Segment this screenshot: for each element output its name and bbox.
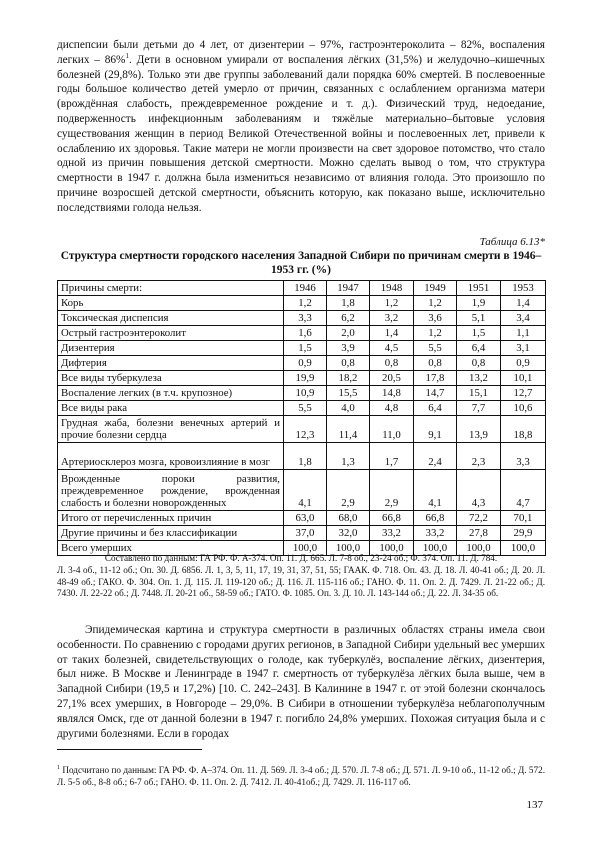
header-year: 1948 (370, 281, 414, 296)
value-cell: 0,9 (284, 356, 327, 371)
header-year: 1951 (457, 281, 501, 296)
value-cell: 63,0 (284, 511, 327, 526)
header-cause: Причины смерти: (58, 281, 284, 296)
value-cell: 29,9 (501, 526, 546, 541)
intro-text-part2: . Дети в основном умирали от воспаления лёгких (31,5%) и желудочно–кишечных болезней (29,8%). Только эти две группы заболеваний дали порядка 60% смертей. В послевоенные годы большое количество детей умерло от причин, связанных с ослаблением организма матери (врождённая слабость, преждевременное рождение и т. д.). Физический труд, недоедание, подверженность инфекционным заболеваниям и тяжёлые материально–бытовые условия существования женщин в период Великой Отечественной войны и послевоенных лет, привели к ослаблению их здоровья. Такие матери не могли произвести на свет здоровое потомство, что стало одной из причин повышения детской смертности. Можно сделать вывод о том, что структура смертности в 1947 г. должна была измениться независимо от влияния голода. Это произошло по причине возросшей детской смертности, объяснить которую, как показано выше, исключительно последствиями голода нельзя. (57, 53, 545, 214)
table-row (58, 470, 546, 511)
cause-cell: Дизентерия (58, 341, 284, 356)
value-cell: 3,9 (327, 341, 370, 356)
intro-paragraph (57, 38, 545, 216)
value-cell: 12,3 (284, 416, 327, 443)
footnote-number: 1 (57, 764, 60, 771)
value-cell: 4,8 (370, 401, 414, 416)
page-number: 137 (526, 799, 543, 811)
cause-cell: Острый гастроэнтероколит (58, 326, 284, 341)
table-row (58, 386, 546, 401)
footnote (57, 764, 545, 788)
value-cell: 68,0 (327, 511, 370, 526)
value-cell: 72,2 (457, 511, 501, 526)
cause-cell: Токсическая диспепсия (58, 311, 284, 326)
value-cell: 1,7 (370, 443, 414, 470)
value-cell: 3,3 (501, 443, 546, 470)
footnote-text: Подсчитано по данным: ГА РФ. Ф. А–374. Оп. 11. Д. 569. Л. 3-4 об.; Д. 570. Л. 7-8 об.; Д. 571. Л. 9-10 об., 11-12 об.; Д. 572. Л. 5-5 об., 8-8 об.; 6-7 об.; ГАНО. Ф. 11. Оп. 2. Д. 7412. Л. 40-41об.; Д. 7429. Л. 116-117 об. (57, 765, 545, 787)
intro-text-part1: диспепсии были детьми до 4 лет, от дизентерии – 97%, гастроэнтероколита – 82%, воспаления легких – 86% (57, 39, 545, 66)
value-cell: 100,0 (370, 541, 414, 556)
value-cell: 2,3 (457, 443, 501, 470)
value-cell: 100,0 (284, 541, 327, 556)
value-cell: 12,7 (501, 386, 546, 401)
value-cell: 27,8 (457, 526, 501, 541)
header-year: 1953 (501, 281, 546, 296)
value-cell: 1,3 (327, 443, 370, 470)
value-cell: 15,5 (327, 386, 370, 401)
table-row (58, 311, 546, 326)
value-cell: 6,4 (457, 341, 501, 356)
value-cell: 20,5 (370, 371, 414, 386)
value-cell: 4,3 (457, 470, 501, 511)
value-cell: 10,9 (284, 386, 327, 401)
value-cell: 18,2 (327, 371, 370, 386)
header-year: 1949 (414, 281, 457, 296)
value-cell: 14,7 (414, 386, 457, 401)
value-cell: 1,5 (457, 326, 501, 341)
table-row (58, 341, 546, 356)
value-cell: 2,9 (327, 470, 370, 511)
value-cell: 10,1 (501, 371, 546, 386)
value-cell: 0,8 (457, 356, 501, 371)
second-paragraph: Эпидемическая картина и структура смертности в различных областях страны имела свои особенности. По сравнению с городами других регионов, в Западной Сибири удельный вес умерших от таких болезней, свидетельствующих о голоде, как туберкулёз, воспаление лёгких, дизентерия, был ниже. В Москве и Ленинграде в 1947 г. смертность от туберкулёза лёгких была выше, чем в Западной Сибири (19,5 и 17,2%) [10. С. 242–243]. В Калинине в 1947 г. от этой болезни скончалось 27,1% всех умерших, в Новгороде – 29,0%. В Сибири в отношении туберкулёза неблагополучным являлся Омск, где от данной болезни в 1947 г. погибло 24,8% умерших. Похожая ситуация была и с другими болезнями. Если в городах (57, 624, 545, 740)
cause-cell: Грудная жаба, болезни венечных артерий и прочие болезни сердца (58, 416, 284, 443)
cause-cell: Всего умерших (58, 541, 284, 556)
value-cell: 4,1 (284, 470, 327, 511)
table-row (58, 416, 546, 443)
value-cell: 17,8 (414, 371, 457, 386)
source-note (57, 553, 545, 600)
value-cell: 0,9 (501, 356, 546, 371)
value-cell: 4,5 (370, 341, 414, 356)
cause-cell: Корь (58, 296, 284, 311)
table-caption: Таблица 6.13* (479, 236, 545, 248)
value-cell: 1,4 (501, 296, 546, 311)
cause-cell: Артериосклероз мозга, кровоизлияние в мозг (58, 443, 284, 470)
value-cell: 3,3 (284, 311, 327, 326)
value-cell: 100,0 (501, 541, 546, 556)
cause-cell: Другие причины и без классификации (58, 526, 284, 541)
table-row (58, 443, 546, 470)
value-cell: 5,5 (284, 401, 327, 416)
value-cell: 4,0 (327, 401, 370, 416)
value-cell: 4,7 (501, 470, 546, 511)
value-cell: 1,8 (284, 443, 327, 470)
cause-cell: Итого от перечисленных причин (58, 511, 284, 526)
source-note-rest: Л. 3-4 об., 11-12 об.; Оп. 30. Д. 6856. Л. 1, 3, 5, 11, 17, 19, 31, 37, 51, 55; ГААК. Ф. 718. Оп. 43. Д. 18. Л. 40-41 об.; Д. 20. Л. 48-49 об.; ГАКО. Ф. 304. Оп. 1. Д. 115. Л. 119-120 об.; Д. 116. Л. 115-116 об.; ГАНО. Ф. 11. Оп. 2. Д. 7429. Л. 21-22 об.; Д. 7430. Л. 22-22 об.; Д. 7448. Л. 20-21 об., 58-59 об.; ГАТО. Ф. 1085. Оп. 3. Д. 10. Л. 143-144 об.; Д. 22. Л. 34-35 об. (57, 564, 545, 599)
cause-cell: Все виды туберкулеза (58, 371, 284, 386)
value-cell: 5,5 (414, 341, 457, 356)
table-title: Структура смертности городского населения Западной Сибири по причинам смерти в 1946–1953 гг. (%) (60, 250, 542, 276)
value-cell: 2,4 (414, 443, 457, 470)
value-cell: 33,2 (370, 526, 414, 541)
value-cell: 0,8 (327, 356, 370, 371)
value-cell: 0,8 (414, 356, 457, 371)
table-row (58, 401, 546, 416)
value-cell: 3,1 (501, 341, 546, 356)
value-cell: 66,8 (414, 511, 457, 526)
value-cell: 2,0 (327, 326, 370, 341)
footnote-divider (57, 749, 202, 750)
value-cell: 11,4 (327, 416, 370, 443)
value-cell: 70,1 (501, 511, 546, 526)
value-cell: 32,0 (327, 526, 370, 541)
value-cell: 18,8 (501, 416, 546, 443)
value-cell: 3,2 (370, 311, 414, 326)
value-cell: 6,2 (327, 311, 370, 326)
value-cell: 2,9 (370, 470, 414, 511)
value-cell: 10,6 (501, 401, 546, 416)
value-cell: 1,6 (284, 326, 327, 341)
value-cell: 5,1 (457, 311, 501, 326)
table-row (58, 526, 546, 541)
value-cell: 15,1 (457, 386, 501, 401)
value-cell: 1,1 (501, 326, 546, 341)
table-row (58, 511, 546, 526)
source-note-lead: Составлено по данным: ГА РФ. Ф. А-374. Оп. 11. Д. 665. Л. 7-8 об., 23-24 об.; Ф. 374. Оп. 11. Д. 784. (104, 553, 498, 563)
header-year: 1947 (327, 281, 370, 296)
table-row (58, 296, 546, 311)
footnote-reference[interactable]: 1 (125, 52, 129, 61)
value-cell: 11,0 (370, 416, 414, 443)
table-row (58, 371, 546, 386)
value-cell: 13,2 (457, 371, 501, 386)
mortality-table (57, 280, 546, 556)
cause-cell: Дифтерия (58, 356, 284, 371)
cause-cell: Воспаление легких (в т.ч. крупозное) (58, 386, 284, 401)
value-cell: 7,7 (457, 401, 501, 416)
value-cell: 4,1 (414, 470, 457, 511)
value-cell: 0,8 (370, 356, 414, 371)
value-cell: 6,4 (414, 401, 457, 416)
value-cell: 66,8 (370, 511, 414, 526)
cause-cell: Все виды рака (58, 401, 284, 416)
value-cell: 1,2 (370, 296, 414, 311)
value-cell: 1,2 (414, 296, 457, 311)
value-cell: 14,8 (370, 386, 414, 401)
cause-cell: Врожденные пороки развития, преждевременное рождение, врожденная слабость и болезни новорожденных (58, 470, 284, 511)
value-cell: 37,0 (284, 526, 327, 541)
value-cell: 100,0 (457, 541, 501, 556)
value-cell: 33,2 (414, 526, 457, 541)
value-cell: 3,6 (414, 311, 457, 326)
header-year: 1946 (284, 281, 327, 296)
value-cell: 100,0 (414, 541, 457, 556)
value-cell: 1,2 (284, 296, 327, 311)
value-cell: 1,2 (414, 326, 457, 341)
table-row (58, 356, 546, 371)
value-cell: 100,0 (327, 541, 370, 556)
value-cell: 13,9 (457, 416, 501, 443)
value-cell: 19,9 (284, 371, 327, 386)
table-header-row (58, 281, 546, 296)
value-cell: 1,5 (284, 341, 327, 356)
table-row (58, 326, 546, 341)
value-cell: 1,4 (370, 326, 414, 341)
value-cell: 1,9 (457, 296, 501, 311)
value-cell: 9,1 (414, 416, 457, 443)
value-cell: 3,4 (501, 311, 546, 326)
value-cell: 1,8 (327, 296, 370, 311)
table-body (58, 281, 546, 556)
